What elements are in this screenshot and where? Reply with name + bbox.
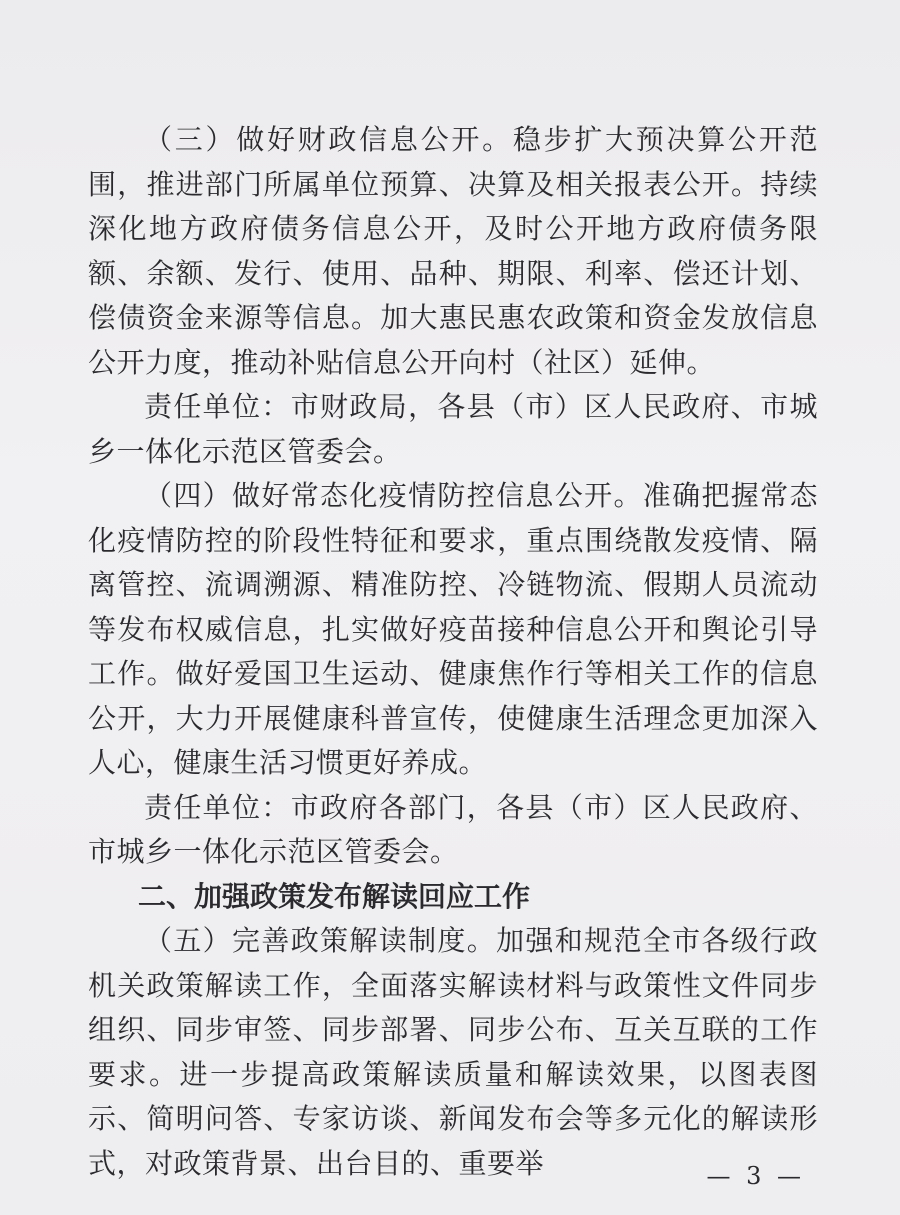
- page-number: — 3 —: [706, 1162, 805, 1190]
- section-body: [88, 118, 818, 1186]
- section-heading-policy: 二、加强政策发布解读回应工作: [138, 879, 531, 913]
- responsible-units-epidemic: 责任单位：市政府各部门，各县（市）区人民政府、市城乡一体化示范区管委会。: [88, 790, 818, 868]
- paragraph-policy-interpretation: （五）完善政策解读制度。加强和规范全市各级行政机关政策解读工作，全面落实解读材料与政策性文件同步组织、同步审签、同步部署、同步公布、互关互联的工作要求。进一步提高政策解读质量和解读效果，以图表图示、简明问答、专家访谈、新闻发布会等多元化的解读形式，对政策背景、出台目的、重要举: [88, 924, 818, 1180]
- responsible-units-fiscal: 责任单位：市财政局，各县（市）区人民政府、市城乡一体化示范区管委会。: [88, 390, 818, 468]
- paragraph-epidemic-info: （四）做好常态化疫情防控信息公开。准确把握常态化疫情防控的阶段性特征和要求，重点围绕散发疫情、隔离管控、流调溯源、精准防控、冷链物流、假期人员流动等发布权威信息，扎实做好疫苗接种信息公开和舆论引导工作。做好爱国卫生运动、健康焦作行等相关工作的信息公开，大力开展健康科普宣传，使健康生活理念更加深入人心，健康生活习惯更好养成。: [88, 479, 818, 779]
- paragraph-fiscal-info: （三）做好财政信息公开。稳步扩大预决算公开范围，推进部门所属单位预算、决算及相关报表公开。持续深化地方政府债务信息公开，及时公开地方政府债务限额、余额、发行、使用、品种、期限、利率、偿还计划、偿债资金来源等信息。加大惠民惠农政策和资金发放信息公开力度，推动补贴信息公开向村（社区）延伸。: [88, 123, 818, 379]
